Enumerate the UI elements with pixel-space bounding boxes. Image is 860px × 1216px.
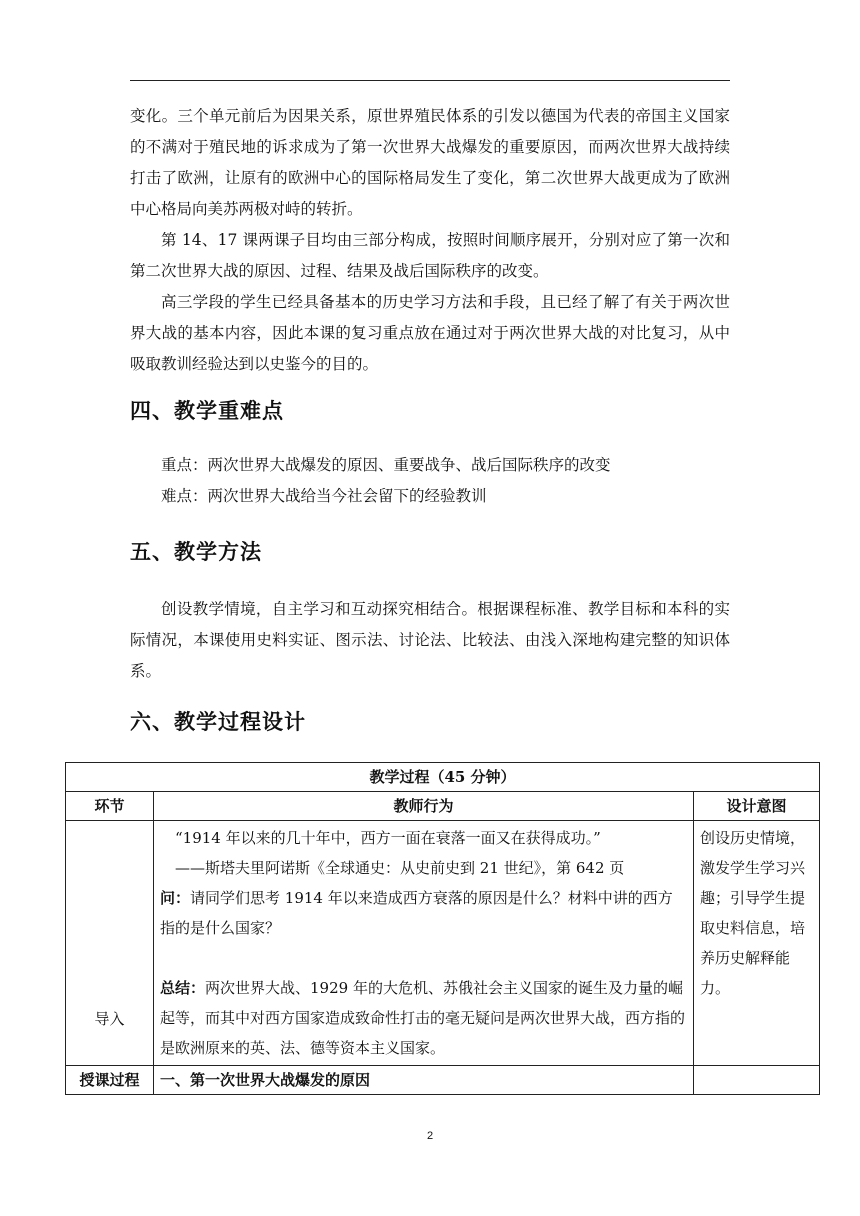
summary-text: 两次世界大战、1929 年的大危机、苏俄社会主义国家的诞生及力量的崛起等，而其中对西方国家造成致命性打击的毫无疑问是两次世界大战，西方指的是欧洲原来的英、法、德等资本主义国家。: [160, 979, 686, 1057]
question-label: 问：: [160, 889, 191, 907]
design-intent-intro: 创设历史情境，激发学生学习兴趣；引导学生提取史料信息，培养历史解释能力。: [694, 821, 820, 1066]
process-table: [65, 762, 819, 1095]
table-caption: 教学过程（45 分钟）: [66, 763, 820, 792]
section-5-body: [130, 594, 730, 687]
quote-text: “1914 年以来的几十年中，西方一面在衰落一面又在获得成功。”: [175, 829, 601, 847]
section-4-title: 四、教学重难点: [130, 398, 284, 423]
stage-lecture: 授课过程: [66, 1066, 154, 1095]
stage-intro: 导入: [66, 821, 154, 1066]
table-row: [66, 1066, 820, 1095]
key-point: 重点：两次世界大战爆发的原因、重要战争、战后国际秩序的改变: [161, 456, 611, 474]
question-text: 请同学们思考 1914 年以来造成西方衰落的原因是什么？材料中讲的西方指的是什么国家？: [160, 889, 673, 937]
header-rule: [130, 80, 730, 81]
header-teacher: 教师行为: [154, 792, 694, 821]
lecture-topic: 一、第一次世界大战爆发的原因: [154, 1066, 694, 1095]
summary-label: 总结：: [160, 979, 206, 997]
intro-paragraph-1: 变化。三个单元前后为因果关系，原世界殖民体系的引发以德国为代表的帝国主义国家的不满对于殖民地的诉求成为了第一次世界大战爆发的重要原因，而两次世界大战持续打击了欧洲，让原有的欧洲中心的国际格局发生了变化，第二次世界大战更成为了欧洲中心格局向美苏两极对峙的转折。: [130, 107, 730, 218]
intro-text: [130, 101, 730, 380]
summary-block: [160, 973, 687, 1063]
section-5-title: 五、教学方法: [130, 539, 262, 564]
table-row: [66, 821, 820, 1066]
section-6-title: 六、教学过程设计: [130, 709, 306, 734]
header-stage: 环节: [66, 792, 154, 821]
teaching-method-text: 创设教学情境，自主学习和互动探究相结合。根据课程标准、教学目标和本科的实际情况，本课使用史料实证、图示法、讨论法、比较法、由浅入深地构建完整的知识体系。: [130, 600, 730, 680]
design-intent-lecture: [694, 1066, 820, 1095]
difficult-point: 难点：两次世界大战给当今社会留下的经验教训: [161, 487, 487, 505]
intro-paragraph-3: 高三学段的学生已经具备基本的历史学习方法和手段，且已经了解了有关于两次世界大战的基本内容，因此本课的复习重点放在通过对于两次世界大战的对比复习，从中吸取教训经验达到以史鉴今的目的。: [130, 293, 730, 373]
quote-source: ——斯塔夫里阿诺斯《全球通史：从史前史到 21 世纪》，第 642 页: [175, 859, 625, 877]
header-intent: 设计意图: [694, 792, 820, 821]
teacher-behavior-intro: [154, 821, 694, 1066]
intro-paragraph-2: 第 14、17 课两课子目均由三部分构成，按照时间顺序展开，分别对应了第一次和第二次世界大战的原因、过程、结果及战后国际秩序的改变。: [130, 231, 730, 280]
question-block: [160, 883, 687, 943]
section-4-body: [130, 450, 730, 512]
page-number: 2: [426, 1130, 434, 1142]
